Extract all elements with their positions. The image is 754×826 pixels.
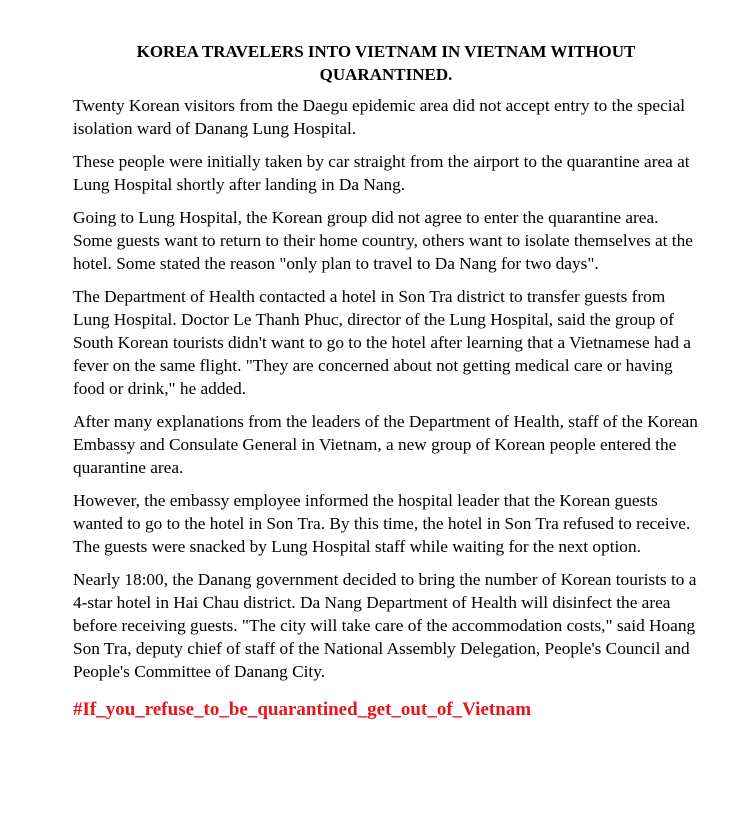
paragraph: These people were initially taken by car straight from the airport to the quarantine area at Lung Hospital shortly after landing in Da Nang. [73,152,690,194]
document-page [73,40,699,722]
paragraph: The Department of Health contacted a hotel in Son Tra district to transfer guests from Lung Hospital. Doctor Le Thanh Phuc, director of the Lung Hospital, said the group of South Korean tourists didn't want to go to the hotel after learning that a Vietnamese had a fever on the same flight. "They are concerned about not getting medical care or having food or drink," he added. [73,287,691,398]
paragraph: However, the embassy employee informed the hospital leader that the Korean guests wanted to go to the hotel in Son Tra. By this time, the hotel in Son Tra refused to receive. The guests were snacked by Lung Hospital staff while waiting for the next option. [73,491,691,556]
paragraph: Twenty Korean visitors from the Daegu epidemic area did not accept entry to the special isolation ward of Danang Lung Hospital. [73,96,686,138]
paragraph: Nearly 18:00, the Danang government decided to bring the number of Korean tourists to a 4-star hotel in Hai Chau district. Da Nang Department of Health will disinfect the area before receiving guests. "The city will take care of the accommodation costs," said Hoang Son Tra, deputy chief of staff of the National Assembly Delegation, People's Council and People's Committee of Danang City. [73,570,697,681]
paragraph: After many explanations from the leaders of the Department of Health, staff of the Korean Embassy and Consulate General in Vietnam, a new group of Korean people entered the quarantine area. [73,412,698,477]
hashtag: #If_you_refuse_to_be_quarantined_get_out_of_Vietnam [73,699,532,720]
document-title: KOREA TRAVELERS INTO VIETNAM IN VIETNAM WITHOUT QUARANTINED. [136,42,636,84]
paragraph: Going to Lung Hospital, the Korean group did not agree to enter the quarantine area. Some guests want to return to their home country, others want to isolate themselves at the hotel. Some stated the reason "only plan to travel to Da Nang for two days". [73,208,693,273]
